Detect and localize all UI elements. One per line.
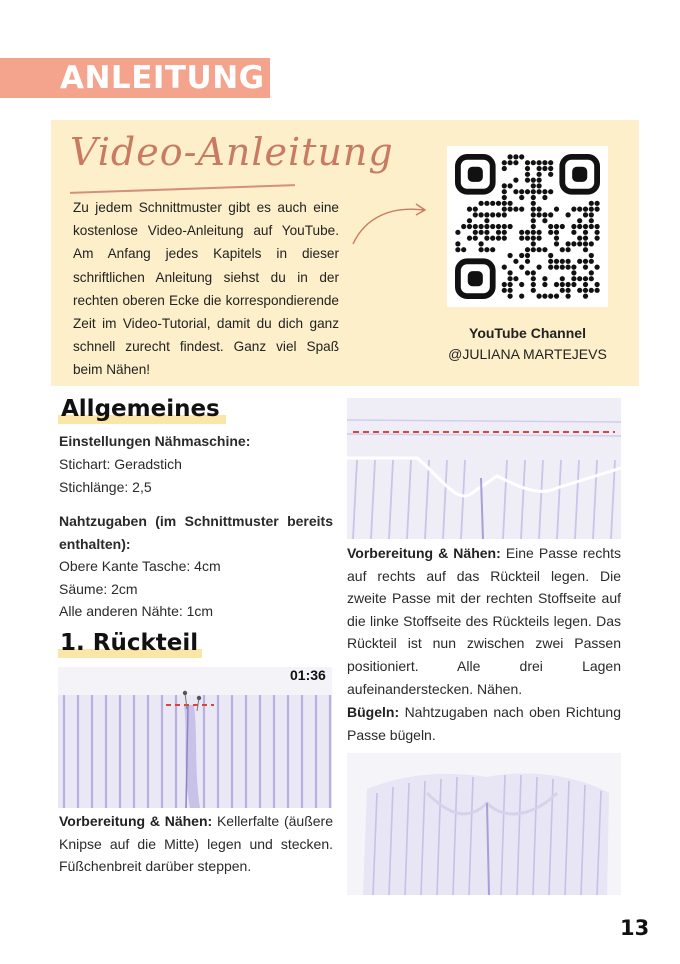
- photo-passe: [347, 398, 621, 539]
- youtube-channel-label: YouTube Channel: [469, 325, 586, 341]
- step-text: Eine Passe rechts auf rechts auf das Rückteil legen. Die zweite Passe mit der rechten Stoffseite auf die linke Stoffseite des Rückteils legen. Das Rückteil ist nun zwischen zwei Passen positioniert. Alle drei Lagen aufeinanderstecken. Nähen.: [347, 545, 621, 697]
- heading-rueckteil: 1. Rückteil: [60, 630, 199, 656]
- video-timestamp: 01:36: [290, 667, 326, 683]
- step-label: Vorbereitung & Nähen:: [347, 545, 501, 561]
- heading-allgemeines: Allgemeines: [61, 396, 220, 422]
- arrow-icon: [350, 198, 430, 248]
- qr-code[interactable]: [447, 146, 608, 307]
- seam-line-pocket: Obere Kante Tasche: 4cm: [59, 558, 221, 574]
- section-header-bar: [0, 58, 270, 98]
- seam-line-other: Alle anderen Nähte: 1cm: [59, 603, 214, 619]
- machine-setting-stitch-length: Stichlänge: 2,5: [59, 479, 152, 495]
- youtube-channel-handle[interactable]: @JULIANA MARTEJEVS: [448, 346, 607, 362]
- step-text: Nahtzugaben nach oben Richtung Passe bügeln.: [347, 704, 621, 743]
- video-description: Zu jedem Schnittmuster gibt es auch eine kostenlose Video-Anleitung auf YouTube. Am Anfang jedes Kapitels in dieser schriftlichen Anleitung siehst du in der rechten oberen Ecke die korrespondierende Zeit im Video-Tutorial, damit du dich ganz schnell zurecht findest. Ganz viel Spaß beim Nähen!: [73, 200, 339, 378]
- section-title: ANLEITUNG: [60, 60, 265, 96]
- video-title: Video-Anleitung: [70, 130, 394, 174]
- step-label: Vorbereitung & Nähen:: [59, 813, 213, 829]
- seam-line-hem: Säume: 2cm: [59, 581, 138, 597]
- photo-kellerfalte: [58, 667, 332, 808]
- step-label: Bügeln:: [347, 704, 400, 720]
- machine-setting-stitch-type: Stichart: Geradstich: [59, 456, 182, 472]
- step-text: Kellerfalte (äußere Knipse auf die Mitte) legen und stecken. Füßchenbreit darüber steppen.: [59, 813, 333, 875]
- photo-buegeln: [347, 753, 621, 895]
- seam-allowance-label: Nahtzugaben (im Schnittmuster bereits enthalten):: [59, 513, 333, 552]
- step-buegeln: [347, 701, 621, 746]
- machine-settings-label: Einstellungen Nähmaschine:: [59, 433, 251, 449]
- step-passe: [347, 542, 621, 700]
- step-kellerfalte: [59, 810, 333, 878]
- page-number: 13: [620, 916, 650, 940]
